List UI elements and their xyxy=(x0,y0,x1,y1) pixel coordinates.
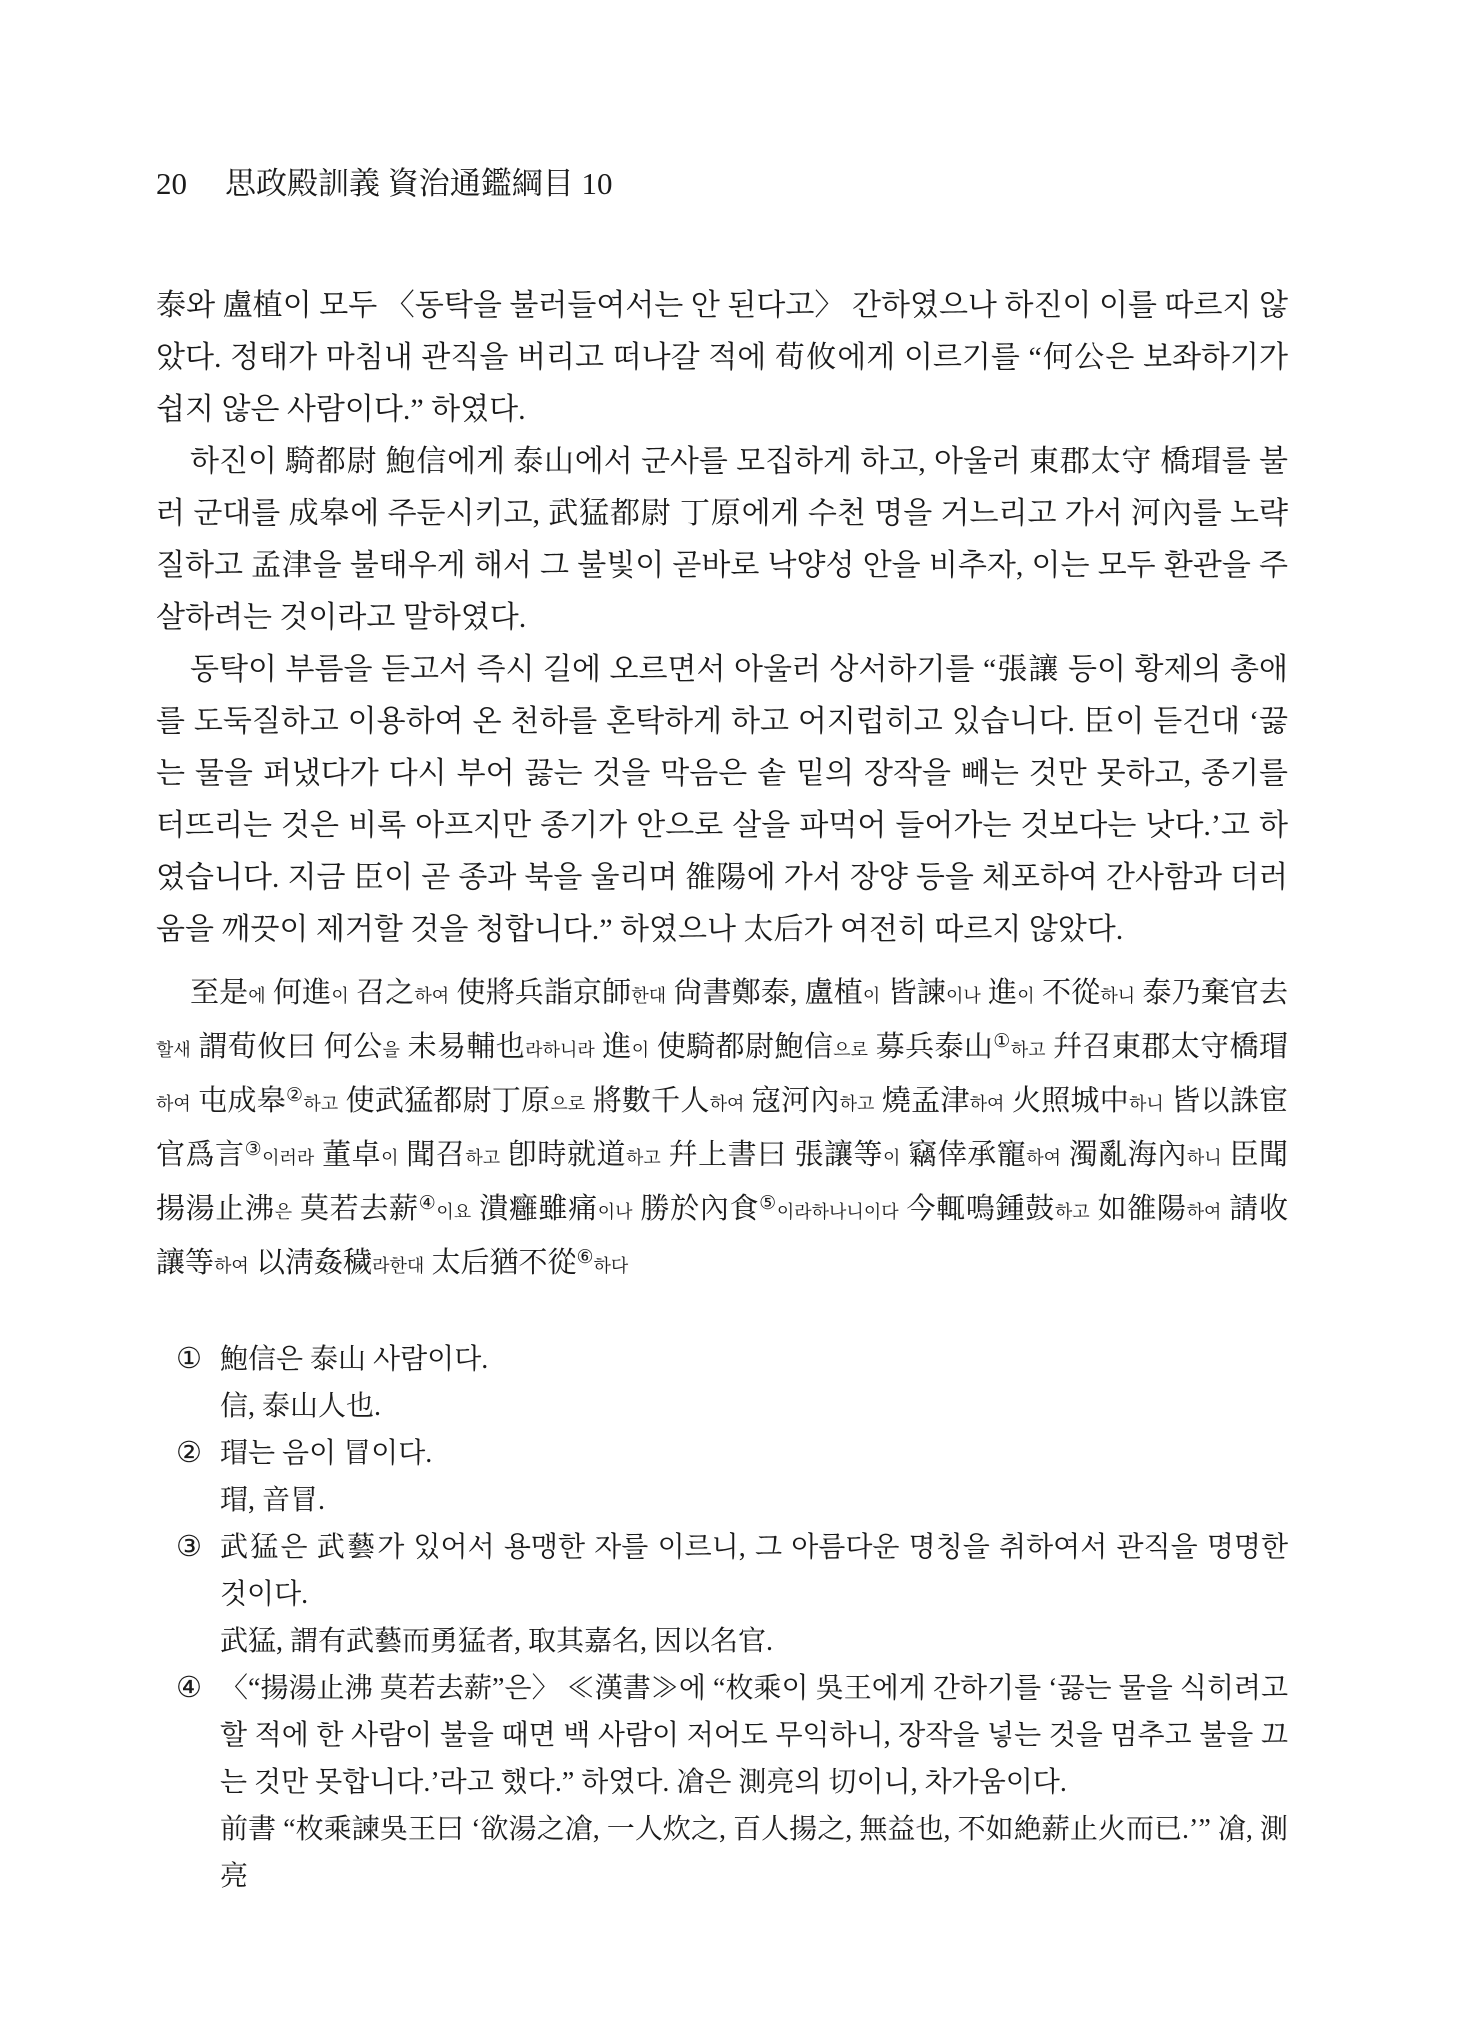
hanja-segment xyxy=(988,977,1035,1009)
gugyeol-suffix: 한대 xyxy=(631,986,667,1006)
gugyeol-suffix: 이나 xyxy=(597,1202,633,1222)
footnote-korean-text: 瑁는 음이 冒이다. xyxy=(220,1438,433,1469)
hanja-text: 莫若去薪 xyxy=(300,1193,419,1225)
hanja-text: 董卓 xyxy=(322,1139,382,1171)
translation-paragraph-3: 동탁이 부름을 듣고서 즉시 길에 오르면서 아울러 상서하기를 “張讓 등이 황제의 총애를 도둑질하고 이용하여 온 천하를 혼탁하게 하고 어지럽히고 있습니다. 臣이 듣건대 ‘끓는 물을 퍼냈다가 다시 부어 끓는 것을 막음은 솥 밑의 장작을 빼는 것만 못하고, 종기를 터뜨리는 것은 비록 아프지만 종기가 안으로 살을 파먹어 들어가는 것보다는 낫다.’고 하였습니다. 지금 臣이 곧 종과 북을 울리며 雒陽에 가서 장양 등을 체포하여 간사함과 더러움을 깨끗이 제거할 것을 청합니다.” 하였으나 太后가 여전히 따르지 않았다. xyxy=(156,653,1288,946)
hanja-segment xyxy=(794,1139,900,1171)
gugyeol-suffix: 하고 xyxy=(1054,1202,1090,1222)
hanja-text: 未易輔也 xyxy=(407,1031,526,1063)
hanja-text: 何公 xyxy=(323,1031,383,1063)
hanja-segment xyxy=(1098,1193,1222,1225)
footnote-reference: ⑤ xyxy=(759,1193,777,1214)
hanja-text: 將數千人 xyxy=(592,1085,710,1117)
footnote-hanja-text: 前書 “枚乘諫吳王曰 ‘欲湯之凔, 一人炊之, 百人揚之, 無益也, 不如絶薪止火而已.’” 凔, 測亮 xyxy=(220,1814,1288,1892)
gugyeol-suffix: 하고 xyxy=(839,1094,875,1114)
footnote-reference: ③ xyxy=(244,1139,263,1160)
gugyeol-suffix: 하여 xyxy=(709,1094,745,1114)
footnote-hanja-text: 信, 泰山人也. xyxy=(220,1391,382,1422)
gugyeol-suffix: 하여 xyxy=(1186,1202,1222,1222)
hanja-segment xyxy=(508,1139,661,1171)
hanja-text: 聞召 xyxy=(406,1139,466,1171)
hanja-segment xyxy=(300,1193,471,1225)
hanja-text: 濁亂海內 xyxy=(1068,1139,1187,1171)
gugyeol-suffix: 을 xyxy=(382,1040,400,1060)
gugyeol-suffix: 라하니라 xyxy=(525,1040,595,1060)
footnote-body xyxy=(220,1430,1288,1524)
hanja-segment xyxy=(908,1139,1061,1171)
gugyeol-suffix: 이 xyxy=(1017,986,1035,1006)
hanja-segment xyxy=(198,1085,338,1117)
hanja-text: 潰癰雖痛 xyxy=(479,1193,598,1225)
hanja-segment xyxy=(198,1031,316,1063)
hanja-segment xyxy=(479,1193,632,1225)
hanja-text: 泰乃棄官去 xyxy=(1142,977,1289,1009)
hanja-segment xyxy=(640,1193,898,1225)
hanja-text: 進 xyxy=(602,1031,632,1063)
hanja-text: 盧植 xyxy=(804,977,863,1009)
gugyeol-suffix: 이 xyxy=(381,1148,399,1168)
gugyeol-suffix: 은 xyxy=(274,1202,293,1222)
gugyeol-suffix: 에 xyxy=(248,986,266,1006)
hanja-text: 尙書鄭泰, xyxy=(673,977,798,1009)
hanja-text: 太后猶不從 xyxy=(431,1247,577,1279)
hanja-segment xyxy=(406,1139,500,1171)
gugyeol-suffix: 하여 xyxy=(414,986,450,1006)
gugyeol-suffix: 하여 xyxy=(156,1094,191,1114)
hanja-segment xyxy=(324,1031,400,1063)
hanja-segment xyxy=(602,1031,649,1063)
hanja-text: 屯成皋 xyxy=(198,1085,287,1117)
hanja-text: 募兵泰山 xyxy=(875,1031,994,1063)
footnote-number: ① xyxy=(176,1343,202,1375)
gugyeol-suffix: 이 xyxy=(631,1040,650,1060)
hanja-segment xyxy=(1042,977,1135,1009)
hanja-segment xyxy=(805,977,881,1009)
hanja-segment xyxy=(190,977,266,1009)
hanja-text: 何進 xyxy=(273,977,332,1009)
footnote-korean-text: 鮑信은 泰山 사람이다. xyxy=(220,1344,489,1375)
gugyeol-suffix: 하고 xyxy=(465,1148,501,1168)
hanja-text: 火照城中 xyxy=(1011,1085,1129,1117)
original-text-section xyxy=(156,968,1288,1292)
gugyeol-suffix: 이 xyxy=(883,1148,901,1168)
page-header xyxy=(156,164,1288,204)
hanja-segment xyxy=(673,977,797,1009)
hanja-segment xyxy=(273,977,349,1009)
hanja-segment xyxy=(888,977,981,1009)
book-title: 思政殿訓義 資治通鑑綱目 10 xyxy=(225,166,613,201)
hanja-text: 臣聞揚湯止沸 xyxy=(156,1139,1289,1225)
hanja-segment xyxy=(356,977,449,1009)
hanja-text: 不從 xyxy=(1042,977,1101,1009)
footnote-hanja-text: 瑁, 音冒. xyxy=(220,1485,326,1516)
hanja-text: 使武猛都尉丁原 xyxy=(345,1085,551,1117)
gugyeol-suffix: 하고 xyxy=(626,1148,661,1168)
hanja-text: 張讓等 xyxy=(794,1139,883,1171)
hanja-segment xyxy=(322,1139,398,1171)
footnote-reference: ④ xyxy=(418,1193,437,1214)
hanja-text: 以淸姦穢 xyxy=(256,1247,373,1279)
gugyeol-suffix: 이요 xyxy=(436,1202,472,1222)
hanja-segment xyxy=(408,1031,595,1063)
footnote-reference: ⑥ xyxy=(576,1247,594,1268)
gugyeol-suffix: 으로 xyxy=(550,1094,586,1114)
footnote-reference: ① xyxy=(993,1031,1011,1052)
hanja-segment xyxy=(657,1031,868,1063)
hanja-text: 使騎都尉鮑信 xyxy=(656,1031,834,1063)
hanja-segment xyxy=(593,1085,745,1117)
hanja-text: 使將兵詣京師 xyxy=(456,977,632,1009)
gugyeol-suffix: 라한대 xyxy=(372,1256,425,1276)
footnote-number: ② xyxy=(176,1437,202,1469)
hanja-text: 卽時就道 xyxy=(507,1139,626,1171)
gugyeol-suffix: 하니 xyxy=(1128,1094,1164,1114)
hanja-segment xyxy=(669,1139,787,1171)
hanja-segment xyxy=(907,1193,1090,1225)
gugyeol-suffix: 하여 xyxy=(214,1256,249,1276)
hanja-segment xyxy=(1069,1139,1222,1171)
hanja-text: 今輒鳴鍾鼓 xyxy=(906,1193,1055,1225)
footnote-item xyxy=(176,1524,1288,1665)
footnote-hanja-text: 武猛, 謂有武藝而勇猛者, 取其嘉名, 因以名官. xyxy=(220,1626,774,1657)
footnote-body xyxy=(220,1524,1288,1665)
gugyeol-suffix: 하다 xyxy=(593,1256,629,1276)
hanja-text: 竊倖承寵 xyxy=(908,1139,1027,1171)
hanja-segment xyxy=(752,1085,875,1117)
hanja-text: 皆以誅宦官爲言 xyxy=(156,1085,1288,1171)
hanja-text: 召之 xyxy=(356,977,415,1009)
hanja-text: 請收讓等 xyxy=(156,1193,1288,1279)
original-hanja-paragraph xyxy=(156,968,1288,1292)
gugyeol-suffix: 하니 xyxy=(1186,1148,1222,1168)
hanja-segment xyxy=(876,1031,1046,1063)
gugyeol-suffix: 하여 xyxy=(969,1094,1005,1114)
gugyeol-suffix: 하고 xyxy=(303,1094,339,1114)
hanja-text: 勝於內食 xyxy=(640,1193,760,1225)
translation-paragraph-2: 하진이 騎都尉 鮑信에게 泰山에서 군사를 모집하게 하고, 아울러 東郡太守 橋瑁를 불러 군대를 成皋에 주둔시키고, 武猛都尉 丁原에게 수천 명을 거느리고 가서 河內를 노략질하고 孟津을 불태우게 해서 그 불빛이 곧바로 낙양성 안을 비추자, 이는 모두 환관을 주살하려는 것이라고 말하였다. xyxy=(156,445,1288,634)
gugyeol-suffix: 이 xyxy=(331,986,349,1006)
hanja-text: 皆諫 xyxy=(887,977,946,1009)
footnote-reference: ② xyxy=(286,1085,304,1106)
footnote-item xyxy=(176,1336,1288,1430)
gugyeol-suffix: 이나 xyxy=(945,986,981,1006)
hanja-segment xyxy=(346,1085,586,1117)
footnote-number: ③ xyxy=(176,1531,202,1563)
hanja-segment xyxy=(431,1247,628,1279)
gugyeol-suffix: 이라하나니이다 xyxy=(776,1202,899,1222)
footnote-korean-text: 武猛은 武藝가 있어서 용맹한 자를 이르니, 그 아름다운 명칭을 취하여서 관직을 명명한 것이다. xyxy=(220,1532,1288,1610)
gugyeol-suffix: 이러라 xyxy=(262,1148,315,1168)
footnote-body xyxy=(220,1336,1288,1430)
hanja-segment xyxy=(1012,1085,1164,1117)
hanja-text: 燒孟津 xyxy=(881,1085,970,1117)
hanja-text: 寇河內 xyxy=(751,1085,840,1117)
translation-paragraph-1: 泰와 盧植이 모두 〈동탁을 불러들여서는 안 된다고〉 간하였으나 하진이 이를 따르지 않았다. 정태가 마침내 관직을 버리고 떠나갈 적에 荀攸에게 이르기를 “何公은 보좌하기가 쉽지 않은 사람이다.” 하였다. xyxy=(156,289,1288,426)
hanja-text: 幷召東郡太守橋瑁 xyxy=(1053,1031,1288,1063)
hanja-text: 至是 xyxy=(190,977,249,1009)
gugyeol-suffix: 으로 xyxy=(833,1040,869,1060)
page-number: 20 xyxy=(156,166,187,201)
footnotes-section xyxy=(156,1336,1288,1900)
hanja-text: 如雒陽 xyxy=(1097,1193,1187,1225)
hanja-segment xyxy=(882,1085,1005,1117)
footnote-item xyxy=(176,1430,1288,1524)
gugyeol-suffix: 하니 xyxy=(1100,986,1136,1006)
gugyeol-suffix: 하고 xyxy=(1010,1040,1046,1060)
hanja-text: 幷上書曰 xyxy=(668,1139,787,1171)
hanja-segment xyxy=(457,977,667,1009)
gugyeol-suffix: 이 xyxy=(862,986,881,1006)
translation-section xyxy=(156,280,1288,956)
footnote-item xyxy=(176,1665,1288,1900)
footnote-number: ④ xyxy=(176,1672,202,1704)
gugyeol-suffix: 하여 xyxy=(1026,1148,1062,1168)
hanja-text: 進 xyxy=(988,977,1018,1009)
footnote-korean-text: 〈“揚湯止沸 莫若去薪”은〉 ≪漢書≫에 “枚乘이 吳王에게 간하기를 ‘끓는 물을 식히려고 할 적에 한 사람이 불을 때면 백 사람이 저어도 무익하니, 장작을 넣는 것을 멈추고 불을 끄는 것만 못합니다.’라고 했다.” 하였다. 凔은 測亮의 切이니, 차가움이다. xyxy=(220,1673,1288,1798)
hanja-text: 謂荀攸曰 xyxy=(198,1031,317,1063)
footnote-body xyxy=(220,1665,1288,1900)
hanja-segment xyxy=(256,1247,424,1279)
gugyeol-suffix: 할새 xyxy=(156,1040,191,1060)
